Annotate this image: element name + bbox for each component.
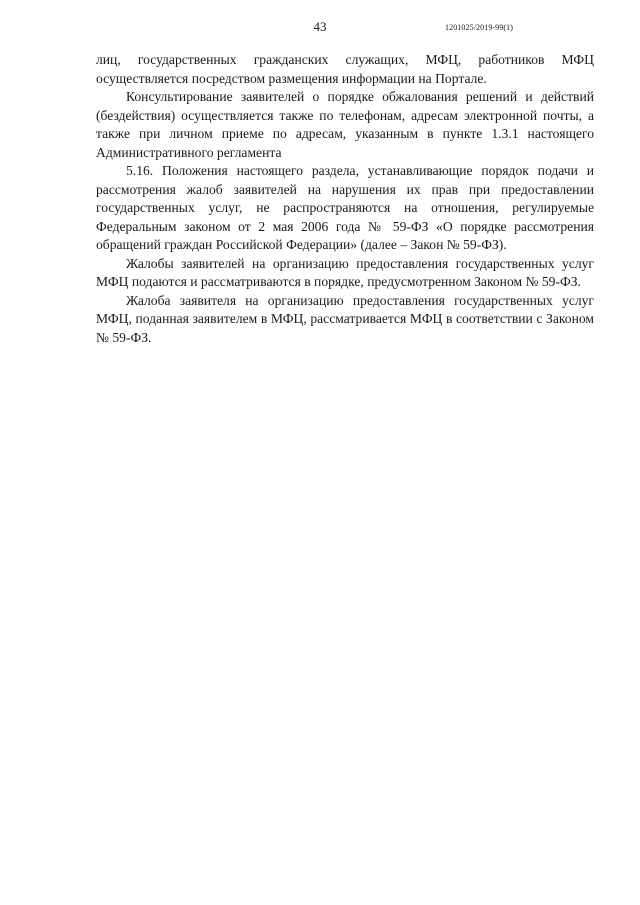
paragraph-5-16: 5.16. Положения настоящего раздела, устанавливающие порядок подачи и рассмотрения жалоб заявителей на нарушения их прав при предоставлении государственных услуг, не распространяются на отношения, регулируемые Федеральным законом от 2 мая 2006 года № 59-ФЗ «О порядке рассмотрения обращений граждан Российской Федерации» (далее – Закон № 59-ФЗ). [96, 163, 594, 252]
document-id: 1201025/2019-99(1) [445, 23, 514, 32]
paragraph-complaints-mfc: Жалобы заявителей на организацию предоставления государственных услуг МФЦ подаются и рассматриваются в порядке, предусмотренном Законом № 59-ФЗ. [96, 255, 594, 289]
paragraph-continuation: лиц, государственных гражданских служащих, МФЦ, работников МФЦ осуществляется посредством размещения информации на Портале. [96, 52, 594, 86]
page-number: 43 [313, 19, 327, 34]
document-body [96, 51, 594, 347]
paragraph-complaint-review: Жалоба заявителя на организацию предоставления государственных услуг МФЦ, поданная заявителем в МФЦ, рассматривается МФЦ в соответствии с Законом № 59-ФЗ. [96, 292, 594, 345]
paragraph-consultation: Консультирование заявителей о порядке обжалования решений и действий (бездействия) осуществляется также по телефонам, адресам электронной почты, а также при личном приеме по адресам, указанным в пункте 1.3.1 настоящего Административного регламента [96, 89, 594, 160]
